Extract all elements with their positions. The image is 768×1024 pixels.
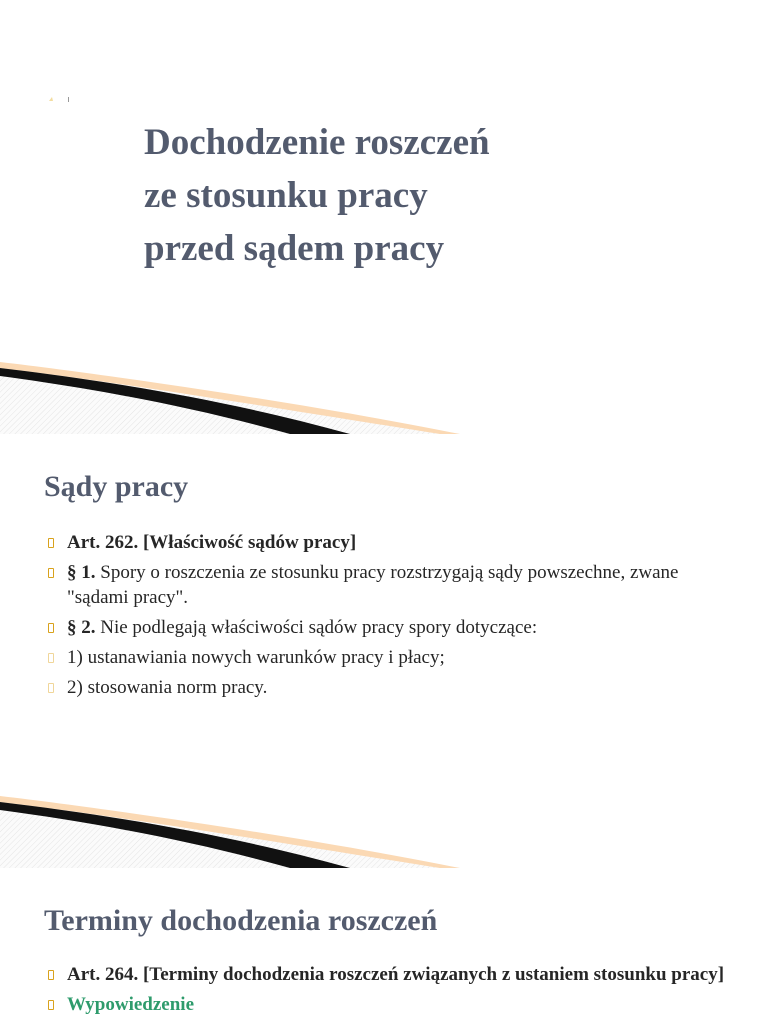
bullet-icon: [48, 538, 54, 548]
bullet-strong: § 1.: [67, 562, 96, 583]
title-line: przed sądem pracy: [144, 228, 445, 269]
slide-sady-pracy: [0, 434, 768, 868]
list-item: [44, 992, 734, 1017]
slide-heading: Sądy pracy: [44, 470, 189, 503]
bullet-text: 1) ustanawiania nowych warunków pracy i płacy;: [67, 647, 445, 668]
bullet-highlight: Wypowiedzenie: [67, 994, 195, 1015]
slide-title: [0, 0, 768, 434]
bullet-icon: [48, 568, 54, 578]
list-item: [44, 530, 734, 555]
bullet-text: Spory o roszczenia ze stosunku pracy rozstrzygają sądy powszechne, zwane "sądami pracy".: [67, 562, 679, 608]
corner-marker-icon: [48, 95, 70, 103]
list-item: [44, 615, 734, 640]
bullet-text: 2) stosowania norm pracy.: [67, 677, 268, 698]
bullet-icon: [48, 970, 54, 980]
bullet-strong: § 2.: [67, 617, 96, 638]
list-item: [44, 962, 734, 987]
presentation-title: [144, 116, 490, 275]
list-item: [44, 645, 734, 670]
title-line: Dochodzenie roszczeń: [144, 122, 490, 163]
title-line: ze stosunku pracy: [144, 175, 428, 216]
bullet-strong: Art. 262. [Właściwość sądów pracy]: [67, 532, 357, 553]
bullet-list: [44, 962, 734, 1022]
bullet-list: [44, 530, 734, 705]
slide-swoosh-decoration: [0, 358, 768, 434]
bullet-strong: Art. 264. [Terminy dochodzenia roszczeń związanych z ustaniem stosunku pracy]: [67, 964, 725, 985]
list-item: [44, 560, 734, 610]
slide-terminy: [0, 868, 768, 1024]
bullet-icon: [48, 653, 54, 663]
bullet-text: Nie podlegają właściwości sądów pracy spory dotyczące:: [95, 617, 538, 638]
bullet-icon: [48, 683, 54, 693]
slide-swoosh-decoration: [0, 792, 768, 868]
slide-heading: Terminy dochodzenia roszczeń: [44, 904, 438, 937]
bullet-icon: [48, 1000, 54, 1010]
list-item: [44, 675, 734, 700]
bullet-icon: [48, 623, 54, 633]
